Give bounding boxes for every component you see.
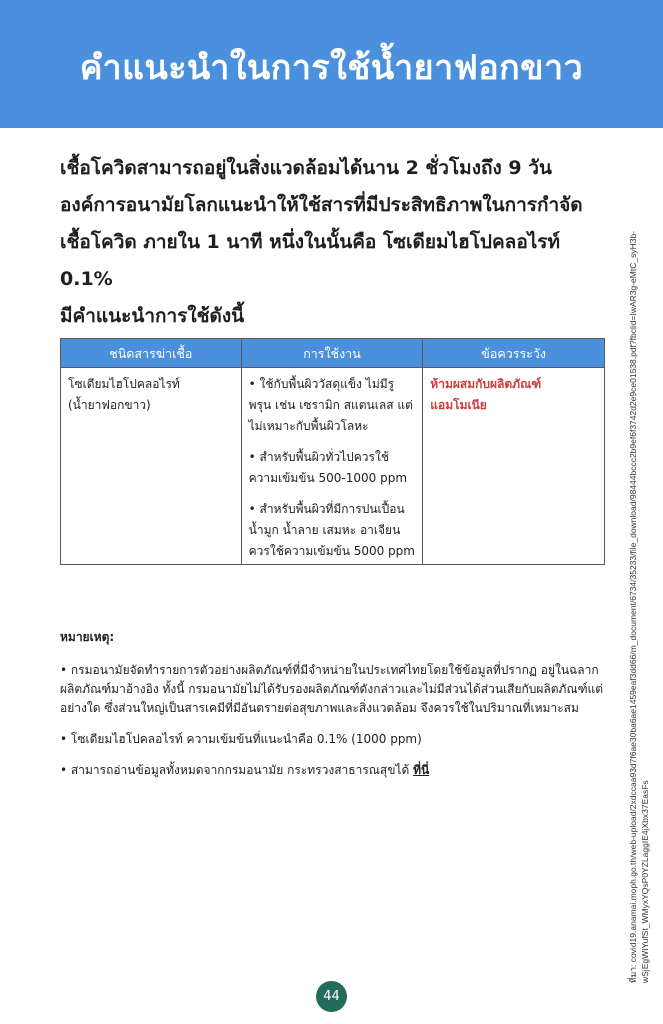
usage-item: • ใช้กับพื้นผิววัสดุแข็ง ไม่มีรูพรุน เช่น เซรามิก สแตนเลส แต่ไม่เหมาะกับพื้นผิวโลหะ — [249, 374, 416, 437]
notes-list — [60, 661, 605, 780]
intro-line-3-text: เชื้อโควิด ภายใน 1 นาที หนึ่งในนั้นคือ — [60, 231, 383, 253]
table-row — [61, 368, 605, 565]
note-item-text: สามารถอ่านข้อมูลทั้งหมดจากกรมอนามัย กระทรวงสาธารณสุขได้ — [70, 763, 414, 777]
caution-text-line-1: ห้ามผสมกับผลิตภัณฑ์ — [430, 377, 542, 391]
intro-line-4: มีคำแนะนำการใช้ดังนี้ — [60, 305, 245, 327]
cell-disinfectant — [61, 368, 242, 565]
caution-text-line-2: แอมโมเนีย — [430, 398, 487, 412]
note-item — [60, 761, 605, 780]
notes-section — [60, 628, 605, 792]
note-item: • โซเดียมไฮโปคลอไรท์ ความเข้มข้นที่แนะนำคือ 0.1% (1000 ppm) — [60, 730, 605, 749]
cell-usage — [241, 368, 423, 565]
intro-paragraph — [60, 150, 605, 335]
usage-item: • สำหรับพื้นผิวทั่วไปควรใช้ความเข้มข้น 500-1000 ppm — [249, 447, 416, 489]
title-banner — [0, 0, 663, 128]
page-title: คำแนะนำในการใช้น้ำยาฟอกขาว — [79, 48, 584, 88]
intro-line-2: องค์การอนามัยโลกแนะนำให้ใช้สารที่มีประสิทธิภาพในการกำจัด — [60, 194, 583, 216]
source-citation: ที่มา: covid19.anamai.moph.go.th/web-upload/2xdccaa93d7f6ae30ba6ae1459eaf3dd66/m_document/6734/35233/file_download/98444bccc2b9ef6f3742d2e9ce01538.pdf?fbclid=IwAR3g-eMtC_syH3b-wSjEgWIYufSt_WMyxYQsP0YZLaggIE4jXbx37EasFs — [628, 230, 650, 983]
disinfectant-table — [60, 338, 605, 565]
usage-list — [249, 374, 416, 562]
header-usage: การใช้งาน — [241, 339, 423, 368]
cell-caution — [423, 368, 605, 565]
agent-common-name: (น้ำยาฟอกขาว) — [68, 398, 151, 412]
page-number: 44 — [316, 981, 347, 1012]
notes-title: หมายเหตุ: — [60, 630, 115, 644]
intro-line-1: เชื้อโควิดสามารถอยู่ในสิ่งแวดล้อมได้นาน 2 ชั่วโมงถึง 9 วัน — [60, 157, 552, 179]
source-link[interactable]: ที่นี่ — [413, 763, 430, 777]
header-caution: ข้อควรระวัง — [423, 339, 605, 368]
intro-highlight: โซเดียมไฮโปคลอไรท์ 0.1% — [60, 231, 561, 290]
note-item: • กรมอนามัยจัดทำรายการตัวอย่างผลิตภัณฑ์ที่มีจำหน่ายในประเทศไทยโดยใช้ข้อมูลที่ปรากฏ อยู่ในฉลากผลิตภัณฑ์มาอ้างอิง ทั้งนี้ กรมอนามัยไม่ได้รับรองผลิตภัณฑ์ดังกล่าวและไม่มีส่วนได้ส่วนเสียกับผลิตภัณฑ์แต่อย่างใด ซึ่งส่วนใหญ่เป็นสารเคมีที่มีอันตรายต่อสุขภาพและสิ่งแวดล้อม จึงควรใช้ในปริมาณที่เหมาะสม — [60, 661, 605, 718]
header-disinfectant-type: ชนิดสารฆ่าเชื้อ — [61, 339, 242, 368]
table-header-row — [61, 339, 605, 368]
usage-item: • สำหรับพื้นผิวที่มีการปนเปื้อนน้ำมูก น้ำลาย เสมหะ อาเจียน ควรใช้ความเข้มข้น 5000 ppm — [249, 499, 416, 562]
intro-line-3 — [60, 224, 605, 298]
agent-name: โซเดียมไฮโปคลอไรท์ — [68, 377, 180, 391]
